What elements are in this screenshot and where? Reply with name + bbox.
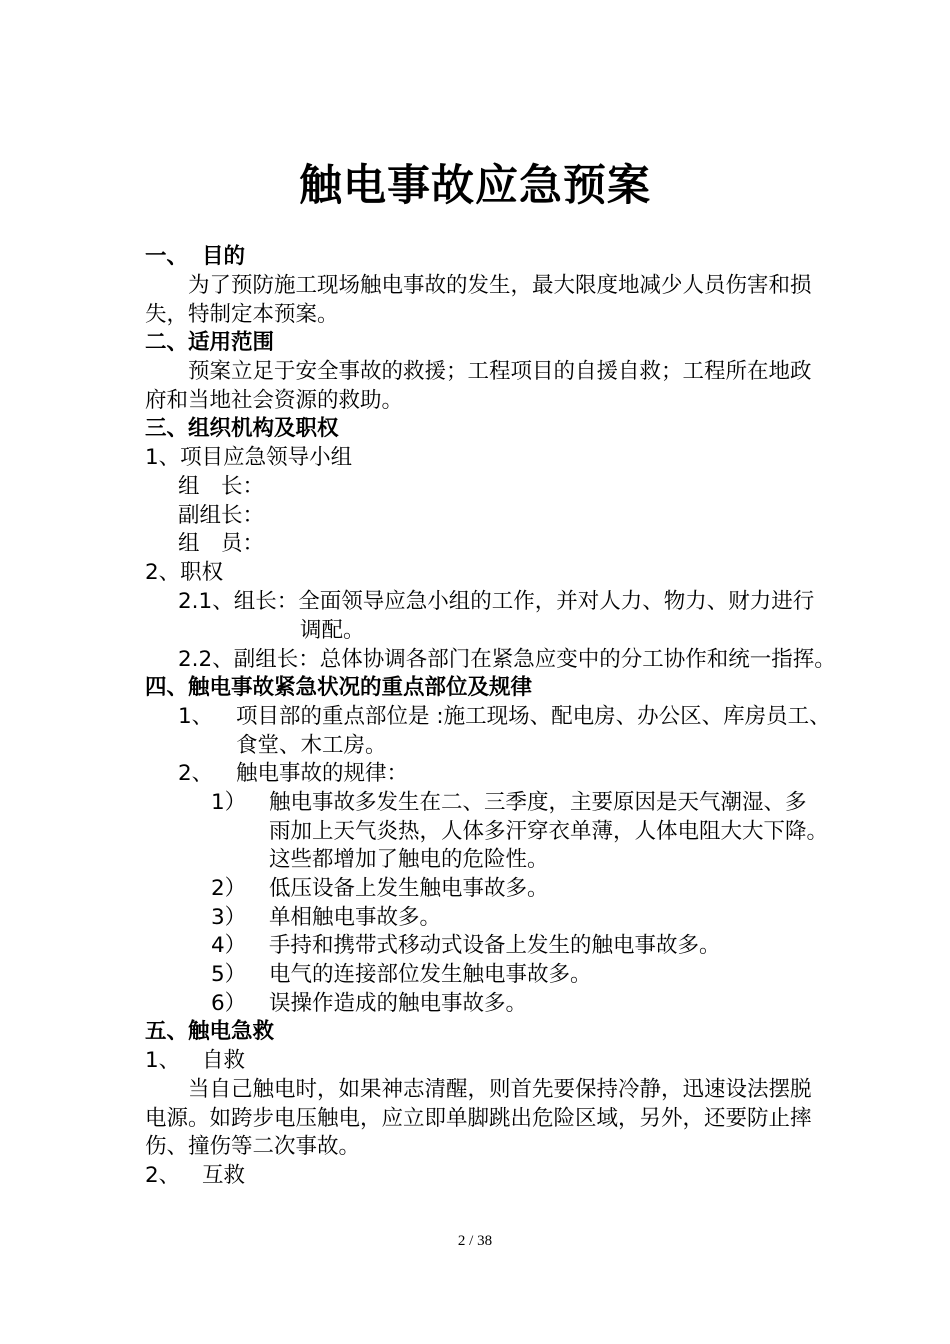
section-1-heading: 目的 — [202, 244, 246, 269]
leader-label: 组 长： — [178, 474, 265, 499]
rule-6-text: 误操作造成的触电事故多。 — [269, 991, 528, 1016]
section-5-item-1-number: 1、 — [145, 1048, 181, 1073]
section-4-item-1-line-2: 食堂、木工房。 — [236, 733, 387, 758]
rule-1-line-2: 雨加上天气炎热，人体多汗穿衣单薄，人体电阻大大下降。 — [269, 819, 829, 844]
section-5-item-2-number: 2、 — [145, 1163, 181, 1188]
rule-1-line-3: 这些都增加了触电的危险性。 — [269, 847, 549, 872]
section-5-item-2-text: 互救 — [202, 1163, 246, 1188]
rule-2-number: 2） — [211, 876, 247, 901]
rule-5-number: 5） — [211, 962, 247, 987]
section-4-item-2-text: 触电事故的规律： — [236, 761, 409, 786]
rule-4-text: 手持和携带式移动式设备上发生的触电事故多。 — [269, 933, 721, 958]
section-5-paragraph-line-3: 伤、撞伤等二次事故。 — [145, 1134, 361, 1159]
section-1-number: 一、 — [145, 244, 189, 269]
member-label: 组 员： — [178, 531, 265, 556]
duty-2-2: 2.2、副组长：总体协调各部门在紧急应变中的分工协作和统一指挥。 — [178, 647, 836, 672]
section-1-paragraph-line-1: 为了预防施工现场触电事故的发生，最大限度地减少人员伤害和损 — [188, 273, 812, 298]
rule-6-number: 6） — [211, 991, 247, 1016]
deputy-leader-label: 副组长： — [178, 503, 265, 528]
section-4-item-2-number: 2、 — [178, 761, 214, 786]
rule-4-number: 4） — [211, 933, 247, 958]
section-1-paragraph-line-2: 失，特制定本预案。 — [145, 302, 339, 327]
section-2-paragraph-line-1: 预案立足于安全事故的救援；工程项目的自援自救；工程所在地政 — [188, 359, 812, 384]
rule-5-text: 电气的连接部位发生触电事故多。 — [269, 962, 592, 987]
section-4-item-1-number: 1、 — [178, 704, 214, 729]
section-4-heading: 四、触电事故紧急状况的重点部位及规律 — [145, 675, 533, 700]
section-5-item-1-text: 自救 — [202, 1048, 246, 1073]
rule-3-number: 3） — [211, 905, 247, 930]
document-title: 触电事故应急预案 — [299, 161, 651, 211]
section-5-paragraph-line-1: 当自己触电时，如果神志清醒，则首先要保持冷静，迅速设法摆脱 — [188, 1077, 812, 1102]
duty-2-1-line-2: 调配。 — [300, 618, 365, 643]
section-4-item-1-line-1: 项目部的重点部位是 :施工现场、配电房、办公区、库房员工、 — [236, 704, 831, 729]
section-2-heading: 二、适用范围 — [145, 330, 275, 355]
section-5-paragraph-line-2: 电源。如跨步电压触电，应立即单脚跳出危险区域，另外，还要防止摔 — [145, 1106, 812, 1131]
section-3-item-2: 2、职权 — [145, 560, 224, 585]
section-2-paragraph-line-2: 府和当地社会资源的救助。 — [145, 388, 404, 413]
rule-1-number: 1） — [211, 790, 247, 815]
duty-2-1-line-1: 2.1、组长：全面领导应急小组的工作，并对人力、物力、财力进行 — [178, 589, 815, 614]
rule-1-line-1: 触电事故多发生在二、三季度，主要原因是天气潮湿、多 — [269, 790, 807, 815]
section-5-heading: 五、触电急救 — [145, 1019, 275, 1044]
page-number: 2 / 38 — [457, 1233, 493, 1249]
rule-2-text: 低压设备上发生触电事故多。 — [269, 876, 549, 901]
section-3-item-1: 1、项目应急领导小组 — [145, 445, 353, 470]
section-3-heading: 三、组织机构及职权 — [145, 416, 339, 441]
rule-3-text: 单相触电事故多。 — [269, 905, 442, 930]
